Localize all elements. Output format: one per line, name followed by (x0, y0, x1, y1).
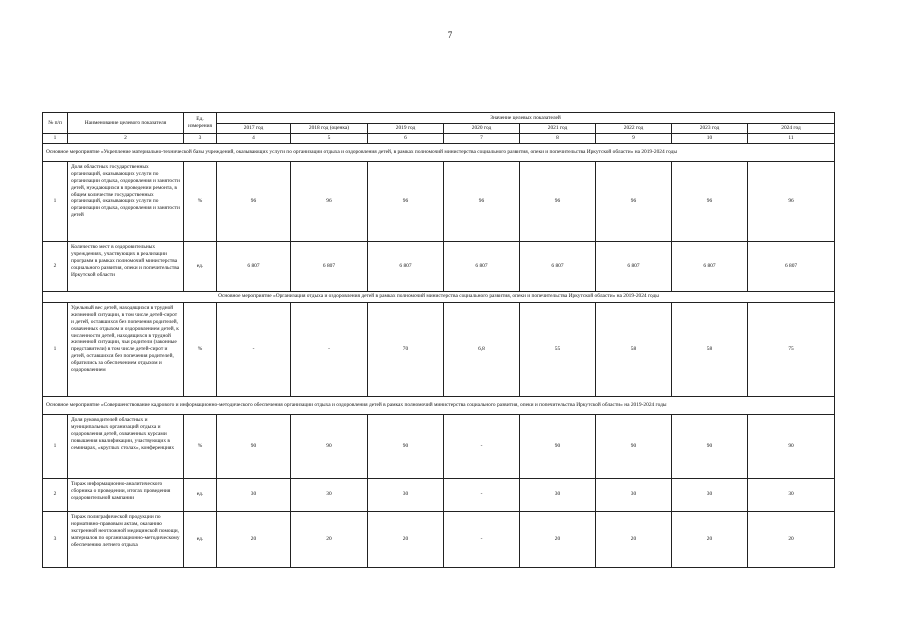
section-title: Основное мероприятие «Организация отдыха и оздоровления детей в рамках полномочий министерства социального развития, опеки и попечительства Иркутской области» на 2019-2024 годы (43, 291, 835, 302)
row-value: 58 (672, 302, 748, 396)
row-name: Доля руководителей областных и муниципальных организаций отдыха и оздоровления детей, охваченных курсами повышения квалификации, участвующих в семинарах, «круглых столах», конференциях (68, 414, 184, 478)
row-value: 20 (368, 511, 444, 567)
header-year: 2022 год (596, 124, 672, 134)
row-value: 6 807 (672, 241, 748, 291)
column-number: 6 (368, 134, 444, 144)
row-value: 90 (217, 414, 291, 478)
column-number: 9 (596, 134, 672, 144)
header-year: 2018 год (оценка) (291, 124, 368, 134)
row-value: 6 807 (291, 241, 368, 291)
row-value: 20 (520, 511, 596, 567)
row-unit: ед. (184, 241, 217, 291)
row-value: 75 (748, 302, 835, 396)
row-value: 6 807 (748, 241, 835, 291)
header-num: № п/п (43, 113, 68, 134)
column-number: 1 (43, 134, 68, 144)
row-value: 90 (596, 414, 672, 478)
table-row (43, 478, 835, 511)
row-value: 90 (672, 414, 748, 478)
row-value: 6 807 (217, 241, 291, 291)
row-value: 96 (672, 161, 748, 241)
row-value: 20 (291, 511, 368, 567)
row-value: 6 807 (520, 241, 596, 291)
row-value: 30 (748, 478, 835, 511)
column-number: 10 (672, 134, 748, 144)
row-name: Количество мест в оздоровительных учреждениях, участвующих в реализации программ в рамках полномочий министерства социального развития, опеки и попечительства Иркутской области (68, 241, 184, 291)
row-value: 96 (748, 161, 835, 241)
row-value: 6 807 (596, 241, 672, 291)
column-number: 7 (444, 134, 520, 144)
row-value: 96 (520, 161, 596, 241)
row-num: 2 (43, 241, 68, 291)
column-number: 4 (217, 134, 291, 144)
row-value: 6 807 (368, 241, 444, 291)
row-value: 30 (596, 478, 672, 511)
row-value: 96 (368, 161, 444, 241)
row-value: 96 (217, 161, 291, 241)
header-year: 2020 год (444, 124, 520, 134)
column-number: 2 (68, 134, 184, 144)
row-value: 20 (217, 511, 291, 567)
row-value: 30 (291, 478, 368, 511)
page-number: 7 (447, 30, 453, 40)
table-row (43, 302, 835, 396)
header-values-title: Значение целевых показателей (217, 113, 835, 124)
table-row (43, 241, 835, 291)
row-value: 90 (520, 414, 596, 478)
row-unit: % (184, 161, 217, 241)
header-year: 2021 год (520, 124, 596, 134)
row-unit: % (184, 414, 217, 478)
table-row (43, 414, 835, 478)
row-unit: ед. (184, 478, 217, 511)
row-num: 1 (43, 302, 68, 396)
row-name: Удельный вес детей, находящихся в трудной жизненной ситуации, в том числе детей-сирот и детей, оставшихся без попечения родителей, охваченных отдыхом и оздоровлением детей, к численности детей, находящихся в трудной жизненной ситуации, чьи родители (законные представители) в том числе детей-сирот и детей, оставшихся без попечения родителей, обратились за обеспечением отдыхом и оздоровлением (68, 302, 184, 396)
row-value: 90 (291, 414, 368, 478)
row-name: Тираж информационно-аналитического сборника о проведении, итогах проведения оздоровительной кампании (68, 478, 184, 511)
header-name: Наименование целевого показателя (68, 113, 184, 134)
header-year: 2023 год (672, 124, 748, 134)
row-value: 96 (291, 161, 368, 241)
table-row (43, 511, 835, 567)
column-number: 5 (291, 134, 368, 144)
row-value: 70 (368, 302, 444, 396)
section-title: Основное мероприятие «Совершенствование кадрового и информационно-методического обеспечения организации отдыха и оздоровления детей в рамках полномочий министерства социального развития, опеки и попечительства Иркутской области» на 2019-2024 годы (43, 396, 835, 414)
row-value: 55 (520, 302, 596, 396)
row-value: 96 (444, 161, 520, 241)
row-unit: % (184, 302, 217, 396)
column-number: 3 (184, 134, 217, 144)
row-num: 1 (43, 161, 68, 241)
section-title: Основное мероприятие «Укрепление материально-технической базы учреждений, оказывающих услуги по организации отдыха и оздоровления детей, в рамках полномочий министерства социального развития, опеки и попечительства Иркутской области» на 2019-2024 годы (43, 143, 835, 161)
column-number: 11 (748, 134, 835, 144)
header-year: 2017 год (217, 124, 291, 134)
row-value: 96 (596, 161, 672, 241)
row-value: - (291, 302, 368, 396)
header-unit: Ед. измерения (184, 113, 217, 134)
target-indicators-table (42, 112, 835, 568)
row-unit: ед. (184, 511, 217, 567)
row-num: 1 (43, 414, 68, 478)
row-value: 20 (672, 511, 748, 567)
header-year: 2019 год (368, 124, 444, 134)
row-value: 20 (748, 511, 835, 567)
row-value: 20 (596, 511, 672, 567)
row-num: 2 (43, 478, 68, 511)
row-value: 58 (596, 302, 672, 396)
header-year: 2024 год (748, 124, 835, 134)
row-num: 3 (43, 511, 68, 567)
row-value: 6 807 (444, 241, 520, 291)
column-number: 8 (520, 134, 596, 144)
row-value: 90 (368, 414, 444, 478)
row-value: - (444, 414, 520, 478)
row-value: 30 (520, 478, 596, 511)
row-value: - (444, 478, 520, 511)
row-name: Доля областных государственных организаций, оказывающих услуги по организации отдыха, оздоровления и занятости детей, нуждающихся в проведении ремонта, в общем количестве государственных организаций, оказывающих услуги по организации отдыха, оздоровления и занятости детей (68, 161, 184, 241)
row-value: - (217, 302, 291, 396)
row-value: 30 (217, 478, 291, 511)
row-value: 6,8 (444, 302, 520, 396)
row-name: Тираж полиграфической продукции по нормативно-правовым актам, оказанию экстренной неотложной медицинской помощи, материалов по организационно-методическому обеспечению летнего отдыха (68, 511, 184, 567)
row-value: 90 (748, 414, 835, 478)
row-value: 30 (368, 478, 444, 511)
row-value: - (444, 511, 520, 567)
row-value: 30 (672, 478, 748, 511)
table-row (43, 161, 835, 241)
